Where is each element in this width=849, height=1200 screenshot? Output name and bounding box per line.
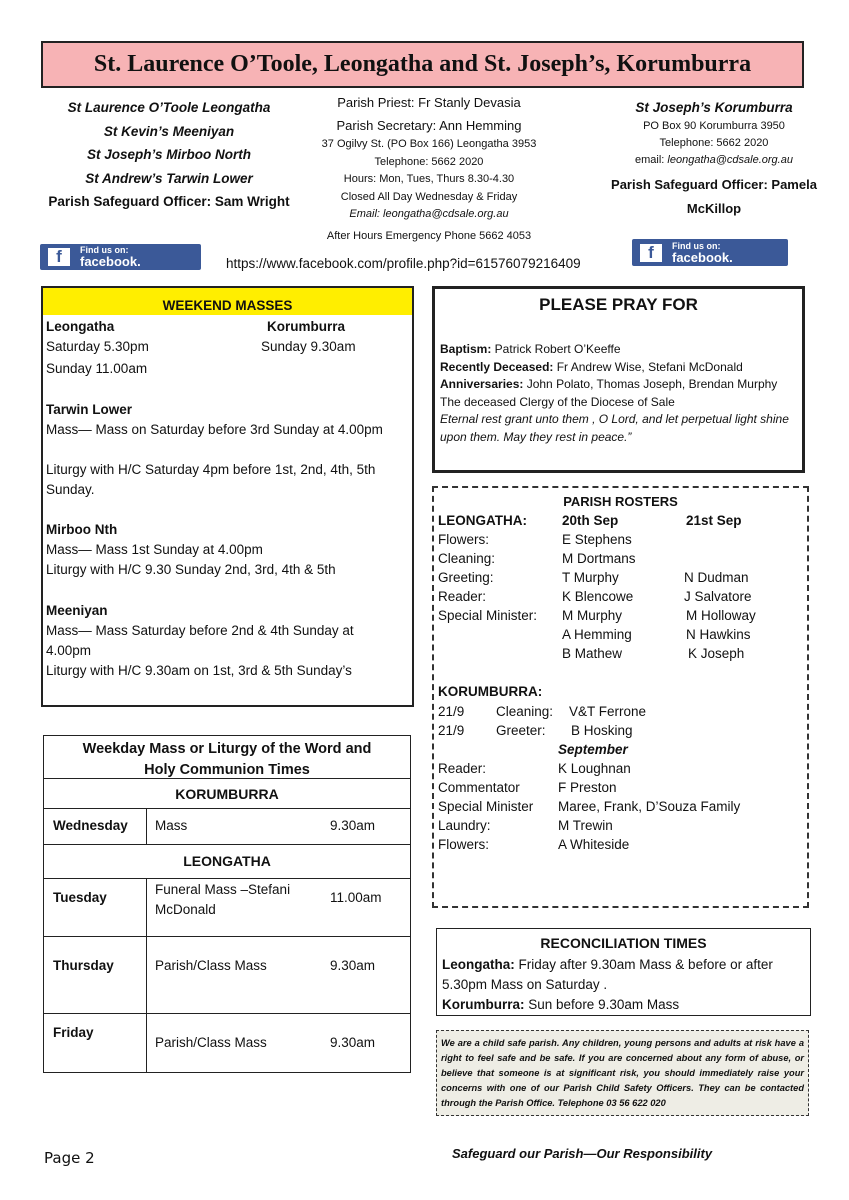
office-email[interactable]: Email: leongatha@cdsale.org.au [349, 208, 509, 220]
korum-roster-role: Reader: [438, 761, 487, 776]
tarwin-liturgy: Liturgy with H/C Saturday 4pm before 1st, 2nd, 4th, 5th [46, 462, 376, 477]
roster-role: Cleaning: [438, 551, 496, 566]
roster-name: B Mathew [562, 646, 623, 661]
korum-roster-name: M Trewin [558, 818, 613, 833]
roster-name: M Holloway [686, 608, 756, 623]
roster-role: Flowers: [438, 532, 490, 547]
korumburra-email-line [594, 152, 834, 169]
weekday-time: 9.30am [330, 958, 376, 973]
facebook-brand: facebook. [672, 249, 733, 265]
office-hours: Hours: Mon, Tues, Thurs 8.30-4.30 [343, 173, 515, 185]
anniversaries-label: Anniversaries: [440, 377, 524, 391]
parish-priest: Parish Priest: Fr Stanly Devasia [337, 95, 521, 110]
korumburra-church-name: St Joseph’s Korumburra [635, 100, 793, 115]
mirboo-mass: Mass— Mass 1st Sunday at 4.00pm [46, 542, 263, 557]
korum-roster-role: Cleaning: [496, 704, 554, 719]
weekday-time: 9.30am [330, 1035, 376, 1050]
table-divider [44, 936, 410, 937]
email-label: email: [635, 154, 668, 166]
table-divider [44, 778, 410, 779]
church-line: St Joseph’s Mirboo North [86, 147, 251, 162]
facebook-logo-icon: f [640, 244, 662, 262]
table-column-divider [146, 878, 147, 1073]
rosters-col-date-2: 21st Sep [686, 513, 742, 528]
facebook-url-link[interactable]: https://www.facebook.com/profile.php?id=61576079216409 [226, 256, 581, 271]
table-divider [44, 808, 410, 809]
prayer-text: Eternal rest grant unto them , O Lord, and let perpetual light shine upon them. May they rest in peace.” [440, 412, 789, 444]
roster-name: N Hawkins [686, 627, 751, 642]
roster-name: A Hemming [562, 627, 632, 642]
roster-role: Greeting: [438, 570, 494, 585]
leongatha-saturday: Saturday 5.30pm [46, 339, 149, 354]
safeguard-officer-right: Parish Safeguard Officer: Pamela McKillop [611, 177, 817, 216]
please-pray-box [432, 286, 805, 473]
clergy-line: The deceased Clergy of the Diocese of Sale [440, 394, 675, 409]
korumburra-label: Korumburra [267, 319, 346, 334]
meeniyan-liturgy: Liturgy with H/C 9.30am on 1st, 3rd & 5th Sunday’s [46, 663, 352, 678]
korum-roster-role: Special Minister [438, 799, 534, 814]
facebook-logo-icon: f [48, 248, 70, 266]
parish-title-banner [41, 41, 804, 88]
table-divider [44, 1013, 410, 1014]
meeniyan-label: Meeniyan [46, 603, 108, 618]
korumburra-po-box: PO Box 90 Korumburra 3950 [643, 120, 785, 132]
weekday-desc: Mass [155, 818, 188, 833]
korumburra-telephone: Telephone: 5662 2020 [659, 137, 769, 149]
leongatha-sunday: Sunday 11.00am [46, 361, 148, 376]
weekday-day: Wednesday [53, 818, 128, 833]
tarwin-liturgy-cont: Sunday. [46, 482, 95, 497]
table-divider [44, 844, 410, 845]
deceased-names: Fr Andrew Wise, Stefani McDonald [553, 359, 743, 374]
korum-roster-role: Flowers: [438, 837, 490, 852]
header-right-korumburra [594, 98, 834, 221]
safeguard-officer-left: Parish Safeguard Officer: Sam Wright [48, 194, 290, 209]
parish-title: St. Laurence O’Toole, Leongatha and St. Joseph’s, Korumburra [93, 51, 752, 77]
facebook-brand: facebook. [80, 254, 141, 269]
office-telephone: Telephone: 5662 2020 [374, 155, 484, 168]
church-line: St Laurence O’Toole Leongatha [67, 100, 271, 115]
header-left-churches [40, 96, 298, 214]
reconciliation-korumburra [442, 995, 805, 1015]
facebook-badge-right[interactable] [632, 239, 788, 266]
baptism-line [440, 341, 797, 359]
roster-name: K Blencowe [562, 589, 634, 604]
footer-motto: Safeguard our Parish—Our Responsibility [452, 1146, 713, 1161]
baptism-label: Baptism: [440, 342, 492, 356]
mirboo-liturgy: Liturgy with H/C 9.30 Sunday 2nd, 3rd, 4th & 5th [46, 562, 336, 577]
weekday-time: 9.30am [330, 818, 376, 833]
weekday-korumburra-heading: KORUMBURRA [175, 786, 279, 802]
roster-name: K Joseph [688, 646, 745, 661]
weekday-heading-line: Weekday Mass or Liturgy of the Word and [82, 741, 372, 757]
korumburra-sunday: Sunday 9.30am [261, 339, 356, 354]
korum-roster-name: A Whiteside [558, 837, 630, 852]
weekday-heading [44, 739, 410, 781]
facebook-find: Find us on: [80, 245, 129, 255]
leongatha-label: Leongatha [46, 319, 115, 334]
facebook-badge-left[interactable] [40, 244, 201, 270]
weekday-day: Tuesday [53, 890, 107, 905]
anniversaries-names: John Polato, Thomas Joseph, Brendan Murphy [523, 377, 778, 391]
weekday-heading-line: Holy Communion Times [144, 762, 310, 778]
roster-role: Special Minister: [438, 608, 538, 623]
rosters-heading: PARISH ROSTERS [563, 494, 678, 509]
weekday-day: Thursday [53, 958, 114, 973]
weekday-desc: Parish/Class Mass [155, 958, 267, 973]
mirboo-label: Mirboo Nth [46, 522, 118, 537]
recon-leongatha-label: Leongatha: [442, 957, 515, 972]
korum-roster-name: F Preston [558, 780, 617, 795]
korumburra-email[interactable]: leongatha@cdsale.org.au [667, 154, 793, 166]
church-line: St Andrew’s Tarwin Lower [85, 170, 253, 186]
weekday-desc: Funeral Mass –Stefani McDonald [155, 882, 291, 917]
rosters-korumburra-label: KORUMBURRA: [438, 684, 543, 699]
roster-name: J Salvatore [684, 589, 752, 604]
korum-roster-name: K Loughnan [558, 761, 631, 776]
korum-roster-month: September [558, 742, 628, 757]
deceased-label: Recently Deceased: [440, 359, 554, 374]
tarwin-label: Tarwin Lower [46, 402, 133, 417]
reconciliation-box [436, 928, 811, 1016]
meeniyan-mass: Mass— Mass Saturday before 2nd & 4th Sunday at [46, 623, 354, 638]
pray-heading: PLEASE PRAY FOR [539, 295, 698, 314]
weekend-masses-box [41, 286, 414, 707]
recon-korumburra-times: Sun before 9.30am Mass [524, 997, 680, 1012]
reconciliation-heading: RECONCILIATION TIMES [540, 935, 707, 951]
weekday-mass-table [43, 735, 411, 1073]
parish-secretary: Parish Secretary: Ann Hemming [336, 118, 522, 133]
meeniyan-mass-cont: 4.00pm [46, 643, 92, 658]
roster-name: E Stephens [562, 532, 632, 547]
korum-roster-date: 21/9 [438, 723, 465, 738]
weekday-leongatha-heading: LEONGATHA [183, 853, 271, 869]
office-address: 37 Ogilvy St. (PO Box 166) Leongatha 3953 [321, 138, 537, 150]
child-safety-notice: We are a child safe parish. Any children, young persons and adults at risk have a right to feel safe and be safe. If you are concerned about any form of abuse, or believe that someone is at significant risk, you should immediately raise your concerns with one of our Parish Child Safety Officers. They can be contacted through the Parish Office. Telephone 03 56 622 020 [436, 1030, 809, 1116]
weekday-day: Friday [53, 1025, 94, 1040]
recon-korumburra-label: Korumburra: [442, 997, 525, 1012]
rosters-leongatha-label: LEONGATHA: [438, 513, 527, 528]
header-parish-office [298, 92, 560, 245]
weekday-time: 11.00am [330, 890, 382, 905]
roster-name: N Dudman [684, 570, 749, 585]
korum-roster-date: 21/9 [438, 704, 465, 719]
reconciliation-leongatha [442, 955, 805, 995]
korum-roster-role: Laundry: [438, 818, 491, 833]
roster-name: T Murphy [562, 570, 619, 585]
korum-roster-name: V&T Ferrone [569, 704, 647, 719]
after-hours-phone: After Hours Emergency Phone 5662 4053 [326, 229, 532, 242]
facebook-badge-text [80, 246, 141, 268]
page-number: Page 2 [44, 1149, 95, 1167]
baptism-names: Patrick Robert O’Keeffe [491, 342, 621, 356]
roster-name: M Murphy [562, 608, 623, 623]
facebook-find: Find us on: [672, 240, 721, 251]
facebook-badge-text [672, 242, 733, 264]
weekday-desc: Parish/Class Mass [155, 1035, 267, 1050]
korum-roster-role: Commentator [438, 780, 520, 795]
weekend-masses-heading: WEEKEND MASSES [43, 288, 412, 315]
recon-leongatha-times: Friday after 9.30am Mass & before or after 5.30pm Mass on Saturday . [442, 957, 773, 992]
roster-name: M Dortmans [562, 551, 636, 566]
tarwin-mass: Mass— Mass on Saturday before 3rd Sunday at 4.00pm [46, 422, 383, 437]
parish-rosters-box [432, 486, 809, 908]
korum-roster-name: Maree, Frank, D’Souza Family [558, 799, 741, 814]
table-column-divider [146, 808, 147, 844]
roster-role: Reader: [438, 589, 487, 604]
office-closed: Closed All Day Wednesday & Friday [340, 190, 518, 203]
deceased-line [440, 359, 797, 377]
table-divider [44, 878, 410, 879]
anniversaries-line [440, 376, 797, 394]
korum-roster-name: B Hosking [571, 723, 633, 738]
church-line: St Kevin’s Meeniyan [103, 123, 235, 139]
rosters-col-date-1: 20th Sep [562, 513, 619, 528]
korum-roster-role: Greeter: [496, 723, 546, 738]
